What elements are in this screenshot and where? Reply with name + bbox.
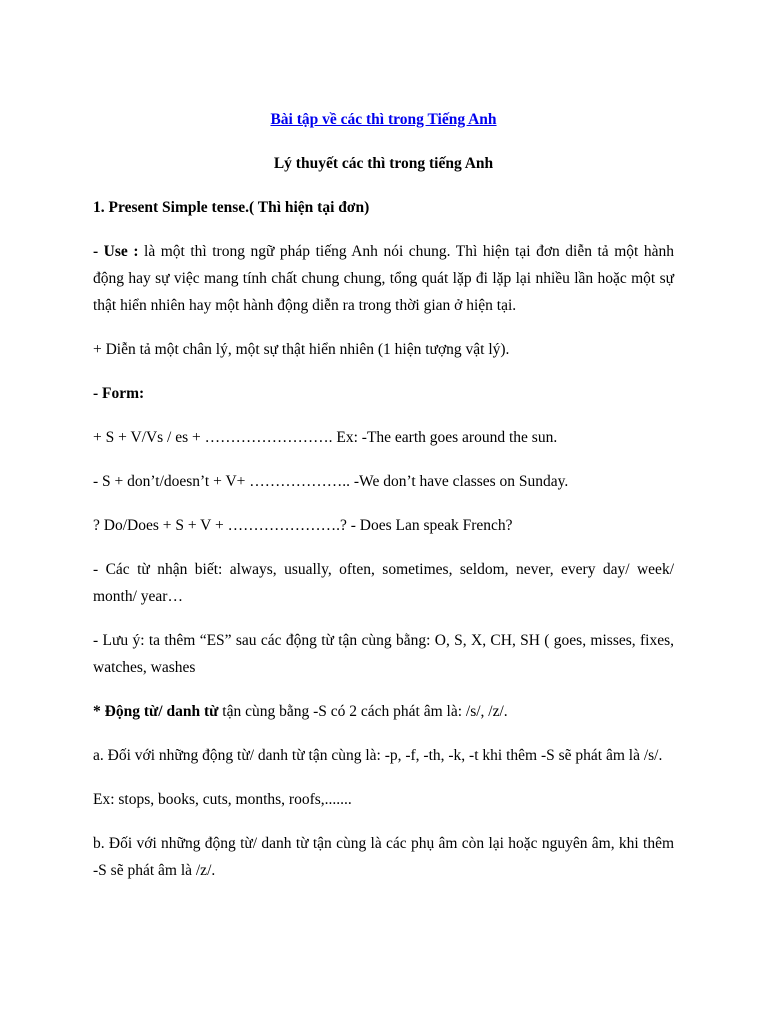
rule-a: a. Đối với những động từ/ danh từ tận cùng là: -p, -f, -th, -k, -t khi thêm -S sẽ phát âm là /s/. [93,747,663,764]
use-text: là một thì trong ngữ pháp tiếng Anh nói chung. Thì hiện tại đơn diễn tả một hành động hay sự việc mang tính chất chung chung, tổng quát lặp đi lặp lại nhiều lần hoặc một sự thật hiển nhiên hay một hành động diễn ra trong thời gian ở hiện tại. [93,243,674,314]
form-question: ? Do/Does + S + V + ………………….? - Does Lan speak French? [93,517,513,534]
rule-b: b. Đối với những động từ/ danh từ tận cùng là các phụ âm còn lại hoặc nguyên âm, khi thêm -S sẽ phát âm là /z/. [93,835,674,879]
subtitle: Lý thuyết các thì trong tiếng Anh [273,155,494,172]
use-paragraph [93,238,674,319]
title [93,106,674,133]
example-a: Ex: stops, books, cuts, months, roofs,....... [93,791,352,808]
document-body [93,106,674,901]
pronunciation-label: * Động từ/ danh từ [93,703,219,720]
form-label: - Form: [93,385,145,402]
pronunciation-paragraph [93,698,674,725]
form-negative: - S + don’t/doesn’t + V+ ……………….. -We don’t have classes on Sunday. [93,473,569,490]
section-heading: 1. Present Simple tense.( Thì hiện tại đơn) [93,199,370,216]
truth-line: + Diễn tả một chân lý, một sự thật hiển nhiên (1 hiện tượng vật lý). [93,341,510,358]
use-label: - Use : [93,243,139,260]
pronunciation-text: tận cùng bằng -S có 2 cách phát âm là: /s/, /z/. [218,703,508,720]
note-paragraph: - Lưu ý: ta thêm “ES” sau các động từ tận cùng bằng: O, S, X, CH, SH ( goes, misses, fixes, watches, washes [93,632,674,676]
signal-words: - Các từ nhận biết: always, usually, often, sometimes, seldom, never, every day/ week/ month/ year… [93,561,674,605]
title-link[interactable]: Bài tập về các thì trong Tiếng Anh [270,111,497,128]
form-positive: + S + V/Vs / es + ……………………. Ex: -The earth goes around the sun. [93,429,558,446]
